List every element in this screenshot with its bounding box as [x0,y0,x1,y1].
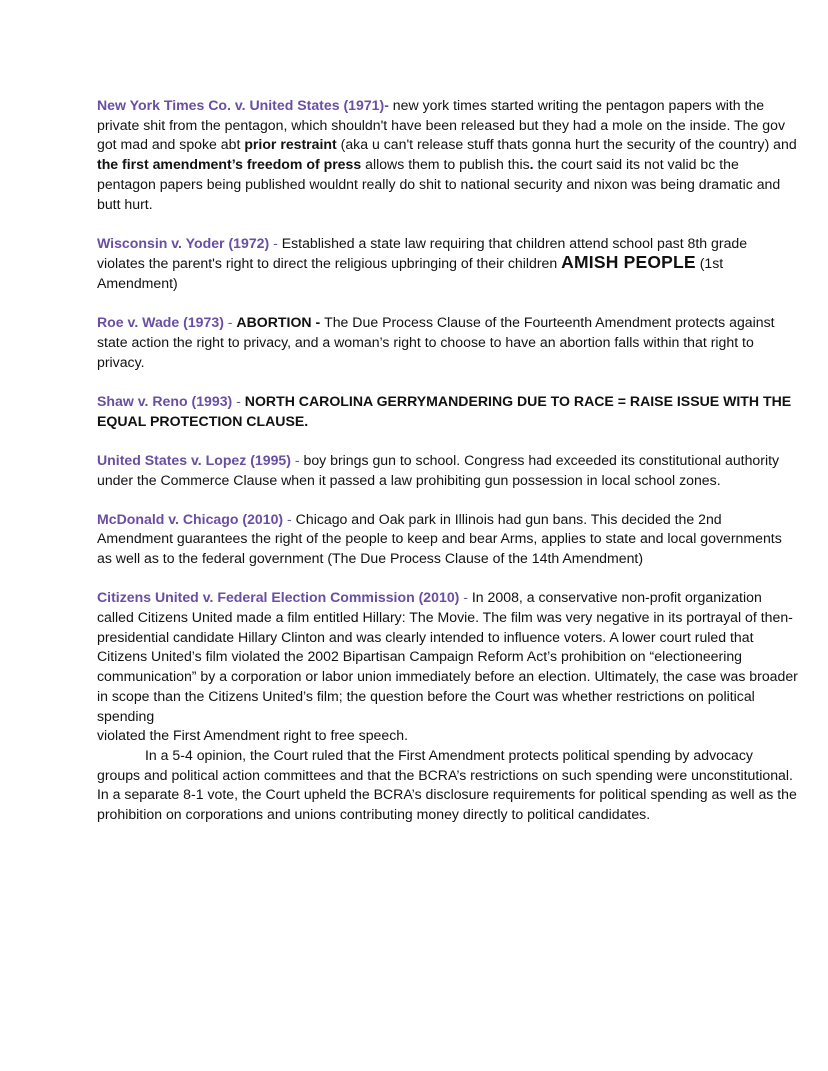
separator: - [290,451,304,468]
case-text: new york times started writing the pentagon papers with the private shit from the pentagon, which shouldn't have been released but they had a mole on the inside. The gov got mad and spoke abt [97,97,785,153]
case-yoder [97,234,798,294]
case-title: McDonald v. Chicago (2010) [97,510,284,527]
case-nyt [97,96,798,214]
case-text: In 2008, a conservative non-profit organization called Citizens United made a film entitled Hillary: The Movie. The film was very negative in its portrayal of then-presidential candidate Hillary Clinton and was clearly intended to influence voters. A lower court ruled that Citizens United’s film violated the 2002 Bipartisan Campaign Reform Act’s prohibition on “electioneering communication” by a corporation or labor union immediately before an election. Ultimately, the case was broader in scope than the Citizens United’s film; the question before the Court was whether restrictions on political spending [97,589,798,724]
separator: - [283,510,296,527]
case-citizens [97,588,798,824]
case-title: New York Times Co. v. United States (1971)- [97,97,389,113]
case-title: Shaw v. Reno (1993) [97,392,233,409]
separator: - [223,314,237,331]
bold-term: prior restraint [244,136,337,153]
bold-summary: NORTH CAROLINA GERRYMANDERING DUE TO RACE = RAISE ISSUE WITH THE EQUAL PROTECTION CLAUSE. [97,392,792,429]
separator: - [269,234,282,251]
separator: - [232,392,245,409]
case-text: The Due Process Clause of the Fourteenth Amendment protects against state action the right to privacy, and a woman’s right to choose to have an abortion falls within that right to privacy. [97,314,775,370]
case-text: (aka u can't release stuff thats gonna hurt the security of the country) and [336,136,797,153]
case-text: Chicago and Oak park in Illinois had gun bans. This decided the 2nd Amendment guarantees the right of the people to keep and bear Arms, applies to state and local governments as well as to the federal government (The Due Process Clause of the 14th Amendment) [97,510,782,567]
case-title: United States v. Lopez (1995) [97,451,291,468]
case-title: Citizens United v. Federal Election Commission (2010) [97,589,460,606]
case-roe [97,313,798,372]
case-lopez [97,451,798,490]
separator: - [459,589,472,606]
case-text: Established a state law requiring that children attend school past 8th grade violates the parent's right to direct the religious upbringing of their children [97,234,748,272]
case-text-line: violated the First Amendment right to free speech. [97,727,409,744]
case-text: the court said its not valid bc the pentagon papers being published wouldnt really do shit to national security and nixon was being dramatic and butt hurt. [97,156,781,212]
case-text: (1st Amendment) [97,255,724,292]
amish-emphasis: AMISH PEOPLE [561,252,696,273]
case-text: In a 5-4 opinion, the Court ruled that the First Amendment protects political spending by advocacy groups and political action committees and that the BCRA’s restrictions on such spending were unconstitutional. In a separate 8-1 vote, the Court upheld the BCRA’s disclosure requirements for political spending as well as the prohibition on corporations and unions contributing money directly to political candidates. [97,746,797,823]
case-mcdonald [97,510,798,569]
bold-term: ABORTION - [236,314,325,331]
case-text: boy brings gun to school. Congress had exceeded its constitutional authority under the Commerce Clause when it passed a law prohibiting gun possession in local school zones. [97,451,780,488]
bold-period: . [529,156,534,173]
case-title: Roe v. Wade (1973) [97,314,224,331]
case-shaw [97,392,798,431]
bold-term: the first amendment’s freedom of press [97,156,362,173]
case-title: Wisconsin v. Yoder (1972) [97,234,270,251]
case-text: allows them to publish this [361,156,530,173]
